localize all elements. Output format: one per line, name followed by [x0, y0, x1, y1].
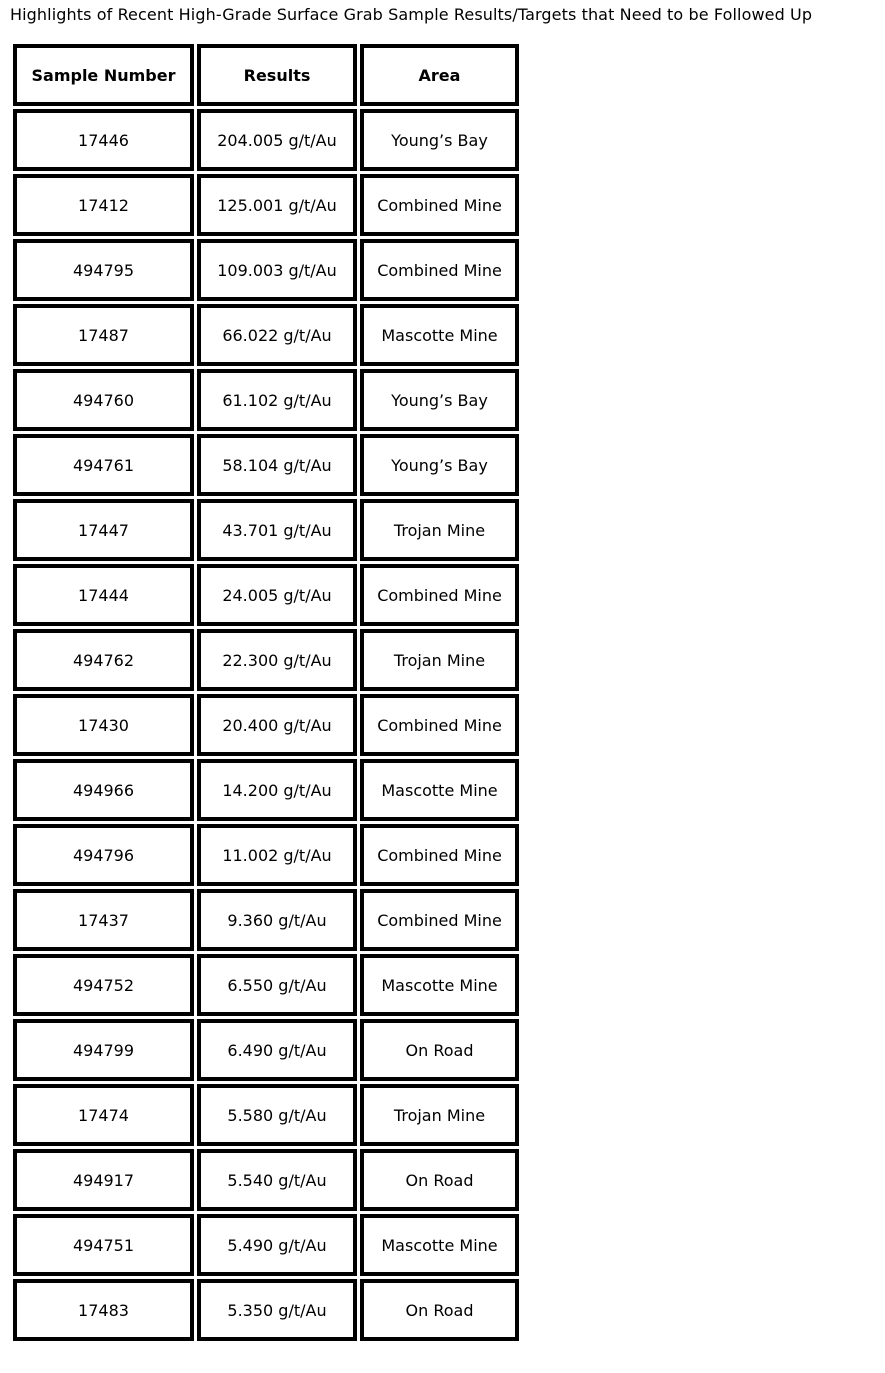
table-row	[13, 759, 519, 821]
table-row	[13, 889, 519, 951]
cell-sample-number: 494966	[13, 759, 194, 821]
cell-area: Trojan Mine	[360, 499, 519, 561]
header-results: Results	[197, 44, 357, 106]
cell-sample-number: 494795	[13, 239, 194, 301]
cell-area: On Road	[360, 1149, 519, 1211]
table-caption: Highlights of Recent High-Grade Surface Grab Sample Results/Targets that Need to be Followed Up	[10, 5, 813, 24]
cell-sample-number: 494761	[13, 434, 194, 496]
table-row	[13, 304, 519, 366]
header-area: Area	[360, 44, 519, 106]
cell-area: Combined Mine	[360, 174, 519, 236]
table-row	[13, 434, 519, 496]
table-row	[13, 1279, 519, 1341]
cell-area: On Road	[360, 1279, 519, 1341]
cell-area: Trojan Mine	[360, 629, 519, 691]
cell-sample-number: 494751	[13, 1214, 194, 1276]
cell-sample-number: 17447	[13, 499, 194, 561]
cell-area: Combined Mine	[360, 564, 519, 626]
cell-sample-number: 494917	[13, 1149, 194, 1211]
cell-sample-number: 494760	[13, 369, 194, 431]
cell-sample-number: 17437	[13, 889, 194, 951]
cell-result: 43.701 g/t/Au	[197, 499, 357, 561]
cell-sample-number: 17487	[13, 304, 194, 366]
table-row	[13, 239, 519, 301]
cell-area: Mascotte Mine	[360, 954, 519, 1016]
cell-result: 204.005 g/t/Au	[197, 109, 357, 171]
cell-result: 58.104 g/t/Au	[197, 434, 357, 496]
table-row	[13, 499, 519, 561]
table-row	[13, 1149, 519, 1211]
results-table	[10, 41, 522, 1344]
cell-result: 24.005 g/t/Au	[197, 564, 357, 626]
header-sample-number: Sample Number	[13, 44, 194, 106]
cell-result: 11.002 g/t/Au	[197, 824, 357, 886]
cell-result: 20.400 g/t/Au	[197, 694, 357, 756]
cell-area: Mascotte Mine	[360, 759, 519, 821]
cell-area: Young’s Bay	[360, 109, 519, 171]
table-row	[13, 629, 519, 691]
cell-result: 5.350 g/t/Au	[197, 1279, 357, 1341]
cell-area: Young’s Bay	[360, 434, 519, 496]
cell-result: 6.490 g/t/Au	[197, 1019, 357, 1081]
cell-result: 14.200 g/t/Au	[197, 759, 357, 821]
cell-sample-number: 17430	[13, 694, 194, 756]
cell-sample-number: 17474	[13, 1084, 194, 1146]
cell-result: 6.550 g/t/Au	[197, 954, 357, 1016]
cell-result: 5.490 g/t/Au	[197, 1214, 357, 1276]
cell-area: Combined Mine	[360, 889, 519, 951]
table-row	[13, 109, 519, 171]
cell-result: 9.360 g/t/Au	[197, 889, 357, 951]
table-row	[13, 369, 519, 431]
cell-result: 61.102 g/t/Au	[197, 369, 357, 431]
table-row	[13, 694, 519, 756]
cell-area: Combined Mine	[360, 239, 519, 301]
cell-sample-number: 494762	[13, 629, 194, 691]
cell-sample-number: 494752	[13, 954, 194, 1016]
cell-area: Mascotte Mine	[360, 304, 519, 366]
cell-result: 109.003 g/t/Au	[197, 239, 357, 301]
cell-result: 5.540 g/t/Au	[197, 1149, 357, 1211]
cell-area: Trojan Mine	[360, 1084, 519, 1146]
cell-sample-number: 494796	[13, 824, 194, 886]
cell-area: Combined Mine	[360, 824, 519, 886]
cell-sample-number: 17444	[13, 564, 194, 626]
cell-sample-number: 17412	[13, 174, 194, 236]
table-row	[13, 564, 519, 626]
cell-result: 125.001 g/t/Au	[197, 174, 357, 236]
cell-area: Mascotte Mine	[360, 1214, 519, 1276]
cell-sample-number: 17446	[13, 109, 194, 171]
cell-result: 66.022 g/t/Au	[197, 304, 357, 366]
table-row	[13, 954, 519, 1016]
cell-area: Combined Mine	[360, 694, 519, 756]
table-row	[13, 1084, 519, 1146]
header-row	[13, 44, 519, 106]
cell-sample-number: 494799	[13, 1019, 194, 1081]
table-row	[13, 1214, 519, 1276]
cell-sample-number: 17483	[13, 1279, 194, 1341]
cell-area: On Road	[360, 1019, 519, 1081]
cell-result: 5.580 g/t/Au	[197, 1084, 357, 1146]
cell-result: 22.300 g/t/Au	[197, 629, 357, 691]
cell-area: Young’s Bay	[360, 369, 519, 431]
table-row	[13, 824, 519, 886]
table-row	[13, 174, 519, 236]
table-row	[13, 1019, 519, 1081]
